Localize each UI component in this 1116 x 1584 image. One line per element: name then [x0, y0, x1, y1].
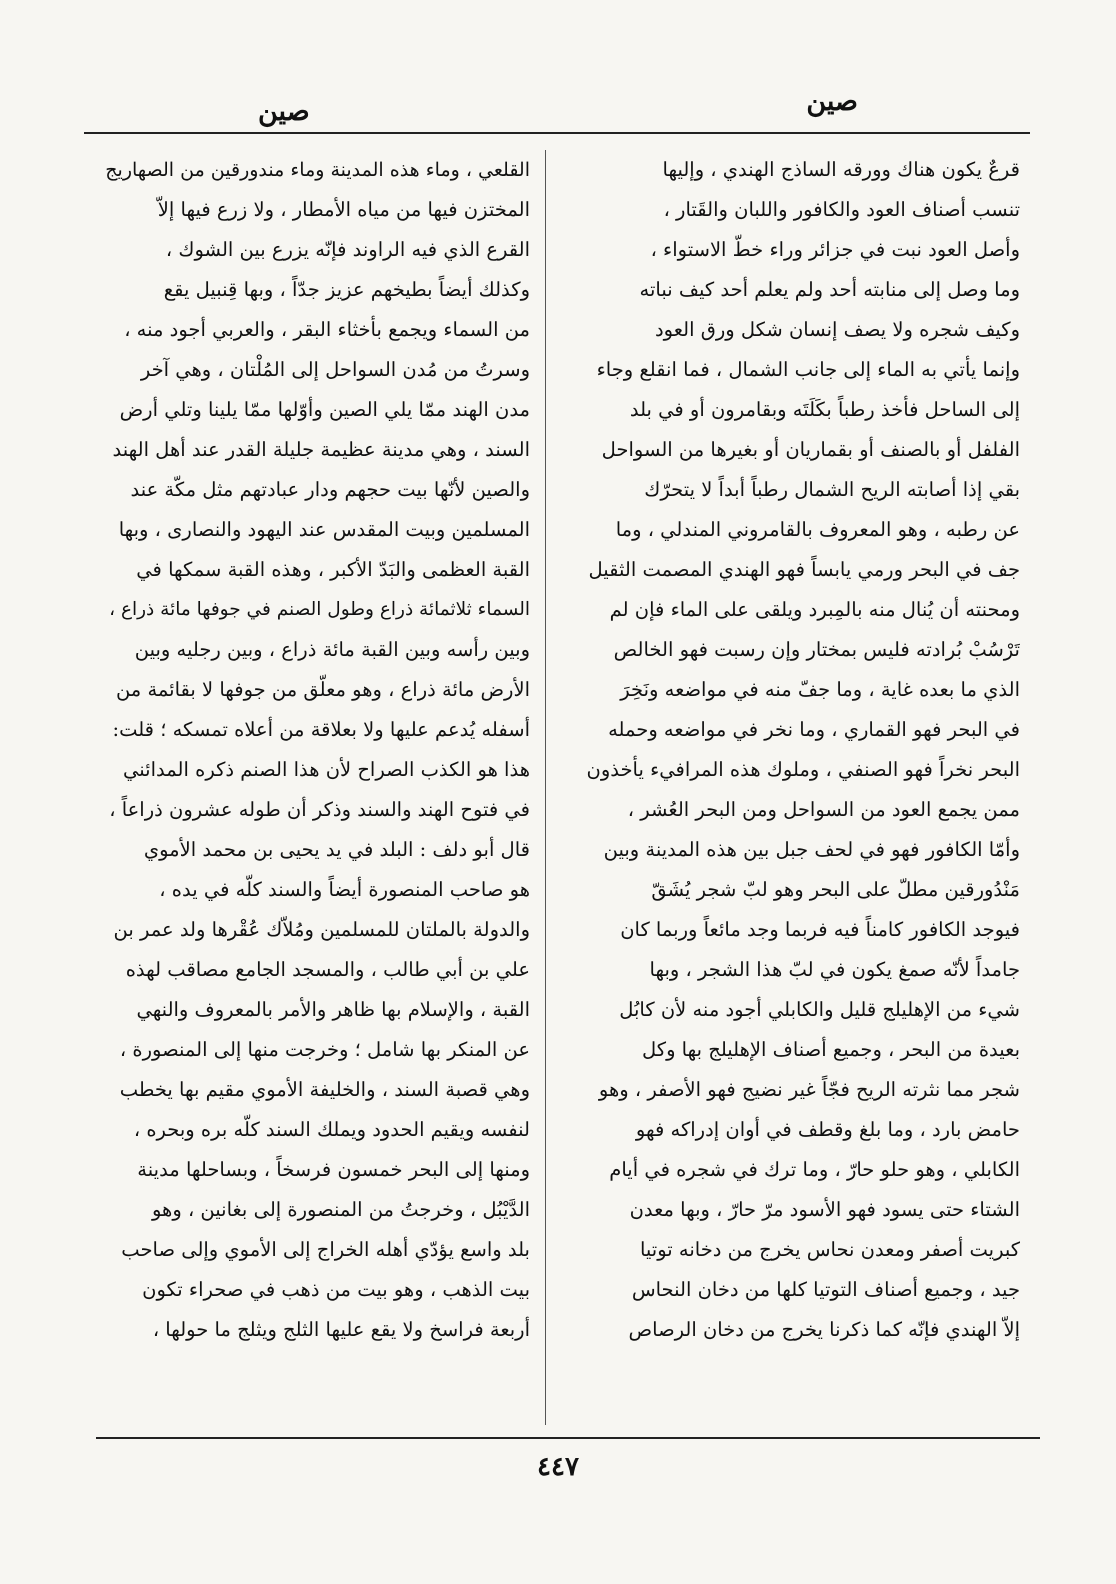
- text-line: بيت الذهب ، وهو بيت من ذهب في صحراء تكون: [142, 1278, 530, 1301]
- text-line: والصين لأنّها بيت حجهم ودار عبادتهم مثل مكّة عند: [130, 478, 530, 501]
- text-line: أسفله يُدعم عليها ولا بعلاقة من أعلاه تمسكه ؛ قلت:: [112, 718, 530, 741]
- text-line: ممن يجمع العود من السواحل ومن البحر العُشر ،: [627, 798, 1020, 821]
- text-line: قرعٌ يكون هناك وورقه الساذج الهندي ، وإليها: [662, 158, 1020, 181]
- text-line: وما وصل إلى منابته أحد ولم يعلم أحد كيف نباته: [639, 278, 1020, 301]
- text-line: إلاّ الهندي فإنّه كما ذكرنا يخرج من دخان الرصاص: [628, 1318, 1020, 1341]
- footer-rule: [96, 1437, 1040, 1439]
- text-line: إلى الساحل فأخذ رطباً بكَلَتَه وبقامرون أو في بلد: [629, 398, 1020, 421]
- text-line: هو صاحب المنصورة أيضاً والسند كلّه في يده ،: [159, 878, 530, 901]
- text-line: الذي ما بعده غاية ، وما جفّ منه في مواضعه ونَخِرَ: [620, 678, 1020, 701]
- text-line: وكذلك أيضاً بطيخهم عزيز جدّاً ، وبها قِنبيل يقع: [163, 278, 530, 301]
- text-line: في فتوح الهند والسند وذكر أن طوله عشرون ذراعاً ،: [109, 798, 530, 821]
- text-line: وأمّا الكافور فهو في لحف جبل بين هذه المدينة وبين: [603, 838, 1020, 861]
- text-line: القبة ، والإسلام بها ظاهر والأمر بالمعروف والنهي: [136, 998, 530, 1021]
- text-line: ومحنته أن يُنال منه بالمِبرد ويلقى على الماء فإن لم: [609, 598, 1020, 621]
- text-line: من السماء ويجمع بأخثاء البقر ، والعربي أجود منه ،: [124, 318, 530, 341]
- header-rule: [84, 132, 1030, 134]
- text-line: الأرض مائة ذراع ، وهو معلّق من جوفها لا بقائمة من: [115, 678, 530, 701]
- text-line: مدن الهند ممّا يلي الصين وأوّلها ممّا يلينا وتلي أرض: [119, 398, 530, 421]
- text-line: القلعي ، وماء هذه المدينة وماء مندورقين من الصهاريج: [105, 159, 530, 181]
- text-line: تَرْسُبْ بُرادته فليس بمختار وإن رسبت فهو الخالص: [613, 638, 1020, 661]
- text-line: جف في البحر ورمي يابساً فهو الهندي المصمت الثقيل: [588, 558, 1020, 581]
- text-line: وإنما يأتي به الماء إلى جانب الشمال ، فما انقلع وجاء: [596, 358, 1020, 381]
- text-line: شيء من الإهليلج قليل والكابلي أجود منه لأن كابُل: [619, 998, 1020, 1021]
- column-divider: [545, 150, 546, 1425]
- text-line: والدولة بالملتان للمسلمين ومُلاّك عُقْرها ولد عمر بن: [113, 918, 530, 941]
- text-line: لنفسه ويقيم الحدود ويملك السند كلّه بره وبحره ،: [133, 1118, 530, 1141]
- running-header-right: صين: [806, 86, 858, 117]
- text-line: فيوجد الكافور كامناً فيه فربما وجد مائعاً وربما كان: [620, 918, 1020, 941]
- text-line: تنسب أصناف العود والكافور واللبان والقَتار ،: [663, 198, 1020, 221]
- text-line: المختزن فيها من مياه الأمطار ، ولا زرع فيها إلاّ: [157, 198, 530, 221]
- page-number: ٤٤٧: [537, 1452, 579, 1482]
- text-line: شجر مما نثرته الريح فجّاً غير نضيج فهو الأصفر ، وهو: [598, 1078, 1020, 1101]
- text-line: وأصل العود نبت في جزائر وراء خطّ الاستواء ،: [650, 238, 1020, 261]
- text-line: عن المنكر بها شامل ؛ وخرجت منها إلى المنصورة ،: [119, 1038, 530, 1061]
- text-line: بلد واسع يؤدّي أهله الخراج إلى الأموي وإلى صاحب: [121, 1238, 530, 1261]
- running-header-left: صين: [258, 96, 310, 127]
- text-line: الكابلي ، وهو حلو حارّ ، وما ترك في شجره في أيام: [609, 1158, 1020, 1181]
- text-line: عن رطبه ، وهو المعروف بالقامروني المندلي ، وما: [615, 518, 1020, 541]
- text-line: وهي قصبة السند ، والخليفة الأموي مقيم بها يخطب: [119, 1078, 530, 1101]
- text-line: السماء ثلاثمائة ذراع وطول الصنم في جوفها مائة ذراع ،: [109, 599, 530, 620]
- text-line: وكيف شجره ولا يصف إنسان شكل ورق العود: [655, 318, 1020, 341]
- text-line: بعيدة من البحر ، وجميع أصناف الإهليلج بها وكل: [642, 1038, 1020, 1061]
- text-line: وبين رأسه وبين القبة مائة ذراع ، وبين رجليه وبين: [134, 638, 530, 661]
- text-line: حامض بارد ، وما بلغ وقطف في أوان إدراكه فهو: [635, 1118, 1020, 1141]
- text-line: المسلمين وبيت المقدس عند اليهود والنصارى ، وبها: [118, 518, 530, 541]
- text-line: القبة العظمى والبَدّ الأكبر ، وهذه القبة سمكها في: [136, 558, 530, 581]
- text-line: الشتاء حتى يسود فهو الأسود مرّ حارّ ، وبها معدن: [629, 1198, 1020, 1221]
- text-line: ومنها إلى البحر خمسون فرسخاً ، وبساحلها مدينة: [137, 1158, 530, 1181]
- right-text-column: [566, 150, 1020, 1350]
- text-line: السند ، وهي مدينة عظيمة جليلة القدر عند أهل الهند: [112, 438, 530, 461]
- text-line: جيد ، وجميع أصناف التوتيا كلها من دخان النحاس: [631, 1278, 1020, 1301]
- text-line: كبريت أصفر ومعدن نحاس يخرج من دخانه توتيا: [639, 1238, 1020, 1261]
- text-line: هذا هو الكذب الصراح لأن هذا الصنم ذكره المدائني: [123, 758, 530, 781]
- text-line: بقي إذا أصابته الريح الشمال رطباً أبداً لا يتحرّك: [644, 478, 1020, 501]
- text-line: أربعة فراسخ ولا يقع عليها الثلج ويثلج ما حولها ،: [152, 1318, 530, 1341]
- text-line: في البحر فهو القماري ، وما نخر في مواضعه وحمله: [608, 718, 1020, 741]
- text-line: القرع الذي فيه الراوند فإنّه يزرع بين الشوك ،: [165, 238, 530, 261]
- text-line: جامداً لأنّه صمغ يكون في لبّ هذا الشجر ، وبها: [649, 958, 1020, 981]
- text-line: مَنْدُورقين مطلّ على البحر وهو لبّ شجر يُشَقّ: [651, 878, 1020, 901]
- left-text-column: [100, 150, 530, 1350]
- text-line: علي بن أبي طالب ، والمسجد الجامع مصاقب لهذه: [125, 958, 530, 981]
- text-line: وسرتُ من مُدن السواحل إلى المُلْتان ، وهي آخر: [140, 358, 530, 381]
- text-line: الفلفل أو بالصنف أو بقماريان أو بغيرها من السواحل: [601, 438, 1020, 461]
- text-line: الدَّيْبُل ، وخرجتُ من المنصورة إلى بغانين ، وهو: [151, 1198, 530, 1221]
- text-line: البحر نخراً فهو الصنفي ، وملوك هذه المرافيء يأخذون: [586, 758, 1020, 781]
- text-line: قال أبو دلف : البلد في يد يحيى بن محمد الأموي: [143, 838, 530, 861]
